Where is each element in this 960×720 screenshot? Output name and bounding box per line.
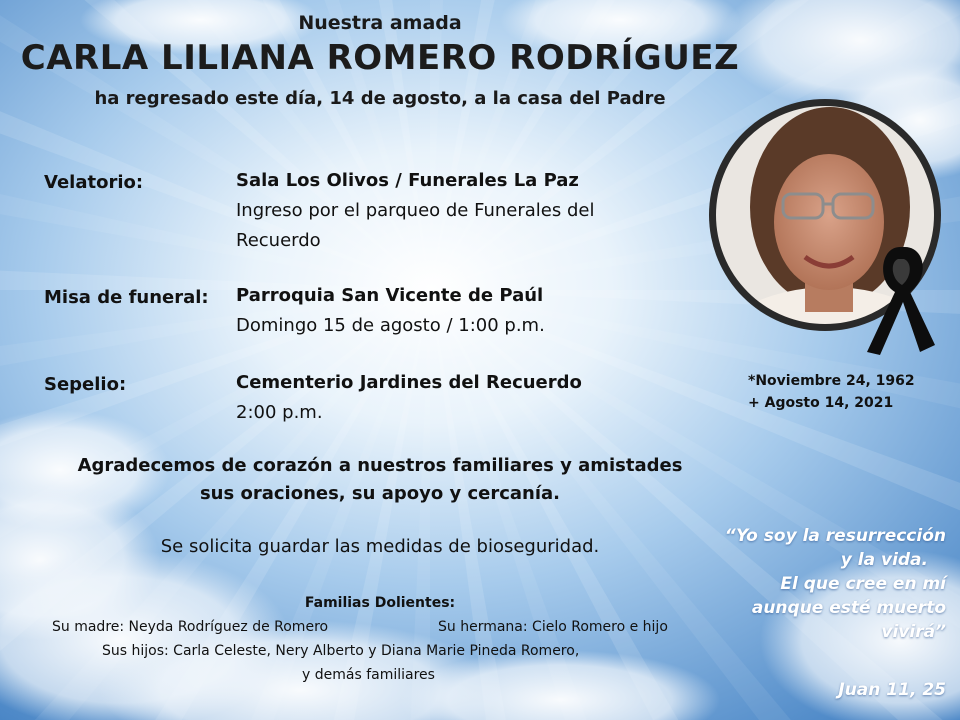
quote-line: El que cree en mí (780, 574, 946, 594)
quote-line: y la vida. (840, 550, 928, 570)
service-line: Parroquia San Vicente de Paúl (236, 285, 544, 306)
service-line: Domingo 15 de agosto / 1:00 p.m. (236, 315, 545, 336)
biosecurity-notice: Se solicita guardar las medidas de bioseguridad. (160, 536, 600, 557)
header-sub-line: ha regresado este día, 14 de agosto, a la casa del Padre (94, 88, 666, 109)
service-label-sepelio: Sepelio: (44, 374, 127, 395)
death-date: + Agosto 14, 2021 (748, 395, 894, 411)
family-mother: Su madre: Neyda Rodríguez de Romero (52, 619, 329, 635)
service-line: Ingreso por el parqueo de Funerales del (236, 200, 595, 221)
life-dates (748, 370, 915, 414)
family-others: y demás familiares (302, 667, 435, 683)
portrait-photo (705, 97, 950, 362)
family-sister: Su hermana: Cielo Romero e hijo (438, 619, 668, 635)
thanks-message (0, 452, 760, 508)
quote-line: vivirá” (881, 622, 946, 642)
service-line: Recuerdo (236, 230, 321, 251)
service-line: Cementerio Jardines del Recuerdo (236, 372, 582, 393)
quote-line: “Yo soy la resurrección (724, 526, 946, 546)
bible-quote (686, 524, 946, 644)
quote-line: aunque esté muerto (751, 598, 946, 618)
service-details-sepelio (236, 368, 676, 428)
header-top-line: Nuestra amada (298, 12, 462, 34)
service-details-velatorio (236, 166, 676, 256)
birth-date: *Noviembre 24, 1962 (748, 373, 915, 389)
service-line: Sala Los Olivos / Funerales La Paz (236, 170, 579, 191)
families-title: Familias Dolientes: (304, 595, 456, 611)
service-details-misa (236, 281, 676, 341)
deceased-name: CARLA LILIANA ROMERO RODRÍGUEZ (20, 38, 740, 78)
service-label-misa: Misa de funeral: (44, 287, 209, 308)
service-label-velatorio: Velatorio: (44, 172, 144, 193)
quote-citation: Juan 11, 25 (838, 680, 946, 700)
thanks-line: sus oraciones, su apoyo y cercanía. (199, 483, 561, 504)
family-children: Sus hijos: Carla Celeste, Nery Alberto y Diana Marie Pineda Romero, (102, 643, 580, 659)
service-line: 2:00 p.m. (236, 402, 323, 423)
thanks-line: Agradecemos de corazón a nuestros familiares y amistades (77, 455, 683, 476)
